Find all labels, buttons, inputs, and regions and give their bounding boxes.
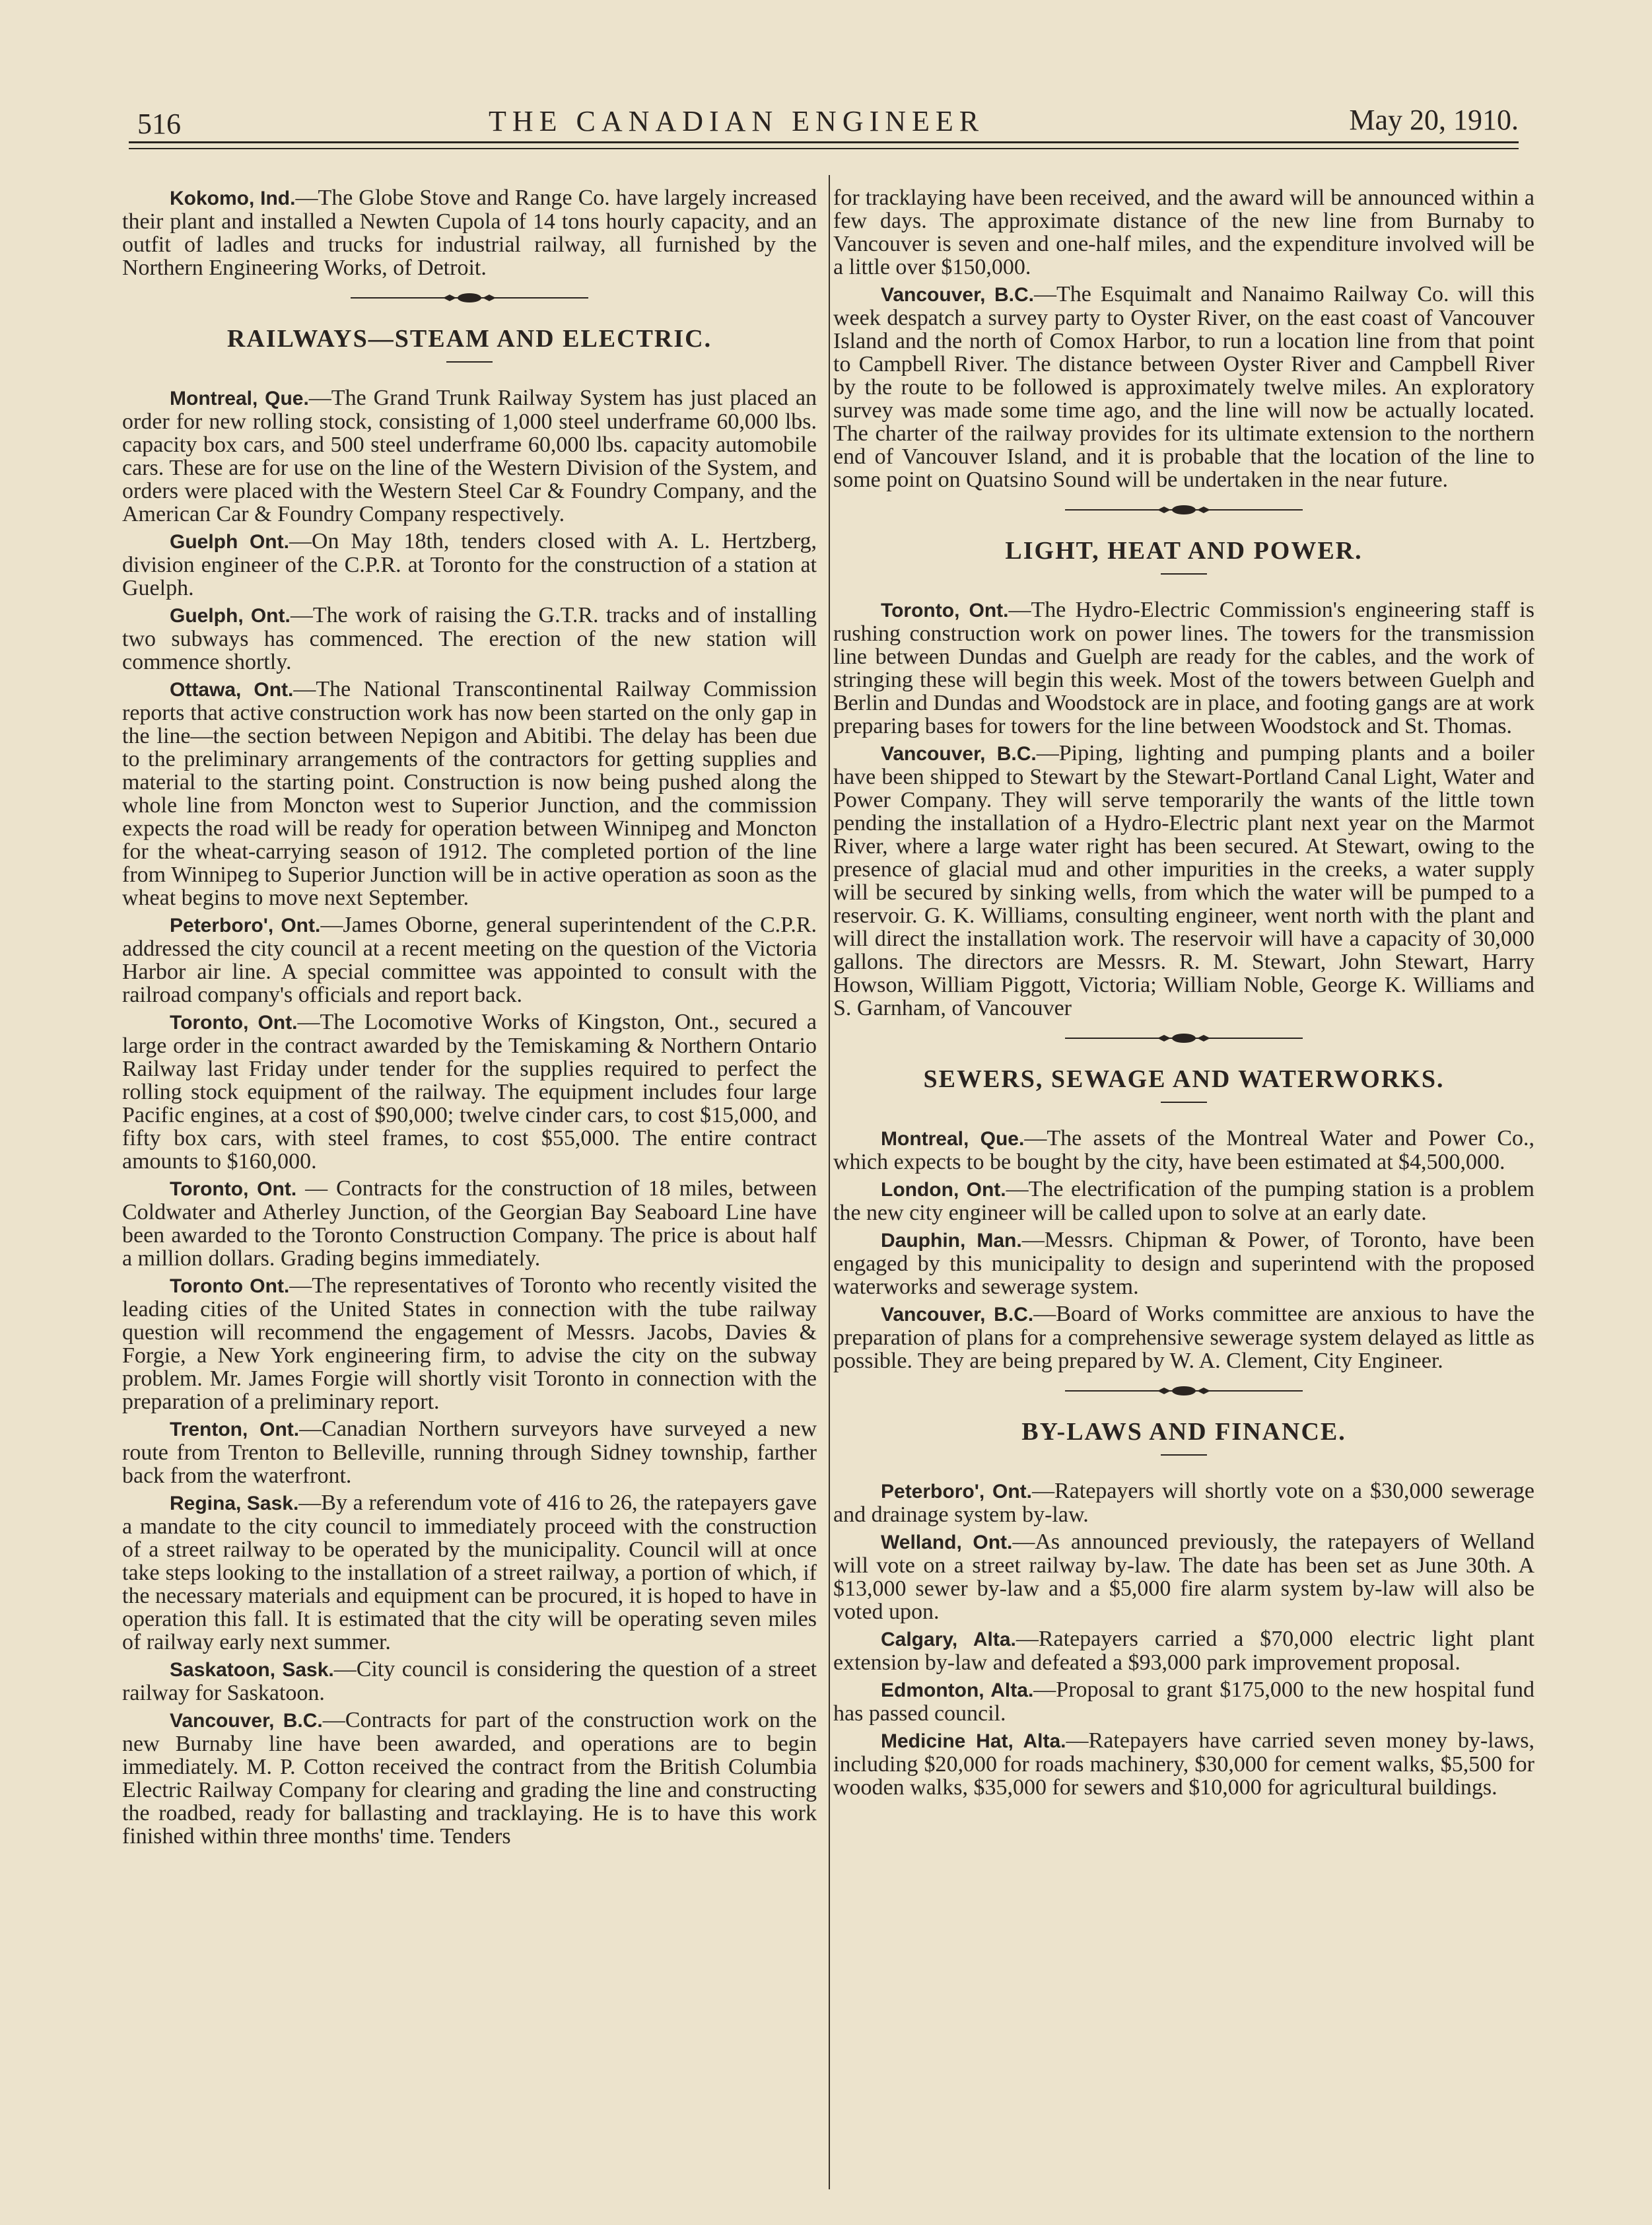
item-place: Medicine Hat, Alta. <box>881 1730 1066 1752</box>
item-text: —By a referendum vote of 416 to 26, the ratepayers gave a mandate to the city council to immediately proceed with the construction of a street railway to be operated by the municipality. Council will at once take steps looking to the installation of a street railway, a portion of which, if the necessary materials and equipment can be procured, it is hoped to have in operation this fall. It is estimated that the city will be operating seven miles of railway early next summer. <box>122 1491 817 1654</box>
item-place: Vancouver, B.C. <box>170 1710 323 1732</box>
news-item <box>833 1479 1534 1526</box>
item-place: Welland, Ont. <box>881 1532 1013 1553</box>
item-text: —The assets of the Montreal Water and Power Co., which expects to be bought by the city, have been estimated at $4,500,000. <box>833 1126 1534 1174</box>
section-heading-light: LIGHT, HEAT AND POWER. <box>1005 537 1363 565</box>
item-text: —Proposal to grant $175,000 to the new hospital fund has passed council. <box>833 1678 1534 1726</box>
item-place: Vancouver, B.C. <box>881 743 1037 765</box>
item-text: —Ratepayers will shortly vote on a $30,000 sewerage and drainage system by-law. <box>833 1479 1535 1527</box>
news-item <box>122 1658 817 1705</box>
item-place: Toronto, Ont. <box>881 600 1009 621</box>
news-item <box>833 1729 1534 1799</box>
item-place: Vancouver, B.C. <box>881 1304 1034 1325</box>
left-column <box>122 186 817 1852</box>
item-text: — Contracts for the construction of 18 miles, between Coldwater and Atherley Junction, of the Georgian Bay Seaboard Line have been awarded to the Toronto Construction Company. The price is about half a million dollars. Grading begins immediately. <box>122 1176 817 1271</box>
news-item <box>833 1530 1534 1623</box>
item-text: —Messrs. Chipman & Power, of Toronto, have been engaged by this municipality to design and superintend with the proposed waterworks and sewerage system. <box>833 1228 1534 1299</box>
item-text: —The electrification of the pumping station is a problem the new city engineer will be called upon to solve at an early date. <box>833 1177 1534 1225</box>
item-place: Guelph Ont. <box>170 531 289 553</box>
ornament-divider-icon <box>351 291 588 304</box>
heading-rule <box>446 361 493 363</box>
news-item <box>833 1302 1534 1372</box>
section-heading-bylaws: BY-LAWS AND FINANCE. <box>1021 1418 1346 1446</box>
ornament-divider-icon <box>1065 503 1303 516</box>
section-heading-railways: RAILWAYS—STEAM AND ELECTRIC. <box>226 325 712 353</box>
item-place: Montreal, Que. <box>881 1128 1025 1150</box>
item-text: —The Esquimalt and Nanaimo Railway Co. will this week despatch a survey party to Oyster River, on the east coast of Vancouver Island and the north of Comox Harbor, to run a location line from that point to Campbell River. The distance between Oyster River and Campbell River by the route to be followed is approximately twelve miles. An exploratory survey was made some time ago, and the line will now be actually located. The charter of the railway provides for its ultimate extension to the northern end of Vancouver Island, and it is probable that the location of the line to some point on Quatsino Sound will be undertaken in the near future. <box>833 282 1534 492</box>
item-text: —As announced previously, the ratepayers of Welland will vote on a street railway by-law. The date has been set as June 30th. A $13,000 sewer by-law and a $5,000 fire alarm system by-law will also be voted upon. <box>833 1530 1534 1624</box>
header-rule-thin <box>129 148 1519 149</box>
heading-rule <box>1161 573 1207 575</box>
item-place: Edmonton, Alta. <box>881 1679 1034 1701</box>
item-text: —Board of Works committee are anxious to have the preparation of plans for a comprehensive sewerage system delayed as little as possible. They are being prepared by W. A. Clement, City Engineer. <box>833 1302 1534 1373</box>
news-item <box>122 1491 817 1654</box>
item-text: —On May 18th, tenders closed with A. L. Hertzberg, division engineer of the C.P.R. at Toronto for the construction of a station at Guelph. <box>122 529 817 600</box>
page-number: 516 <box>137 108 181 140</box>
continued-text: for tracklaying have been received, and the award will be announced within a few days. The approximate distance of the new line from Burnaby to Vancouver is seven and one-half miles, and the expenditure involved will be a little over $150,000. <box>833 186 1534 279</box>
item-text: —The Hydro-Electric Commission's engineering staff is rushing construction work on power lines. The towers for the transmission line between Dundas and Guelph are ready for the cables, and the work of stringing these will begin this week. Most of the towers between Guelph and Berlin and Dundas and Woodstock are in place, and footing gangs are at work preparing bases for towers for the line between Woodstock and St. Thomas. <box>833 598 1534 738</box>
item-text: —City council is considering the question of a street railway for Saskatoon. <box>122 1657 817 1705</box>
news-item <box>122 186 817 279</box>
news-item <box>833 1678 1534 1725</box>
light-items <box>833 598 1534 1020</box>
news-item <box>122 386 817 526</box>
item-place: Vancouver, B.C. <box>881 284 1034 306</box>
news-item <box>833 742 1534 1020</box>
item-place: Kokomo, Ind. <box>170 188 296 209</box>
news-item <box>122 1177 817 1270</box>
item-place: Regina, Sask. <box>170 1493 299 1514</box>
item-place: Peterboro', Ont. <box>170 915 321 936</box>
news-item <box>122 1274 817 1413</box>
sewers-items <box>833 1127 1534 1372</box>
item-place: Toronto Ont. <box>170 1275 290 1297</box>
item-place: Saskatoon, Sask. <box>170 1659 334 1681</box>
news-item <box>122 1417 817 1487</box>
item-text: —James Oborne, general superintendent of the C.P.R. addressed the city council at a recent meeting on the question of the Victoria Harbor air line. A special committee was appointed to consult with the railroad company's officials and report back. <box>122 913 817 1007</box>
item-place: Trenton, Ont. <box>170 1419 300 1440</box>
publication-title: THE CANADIAN ENGINEER <box>489 105 985 137</box>
railways-items <box>122 386 817 1848</box>
issue-date: May 20, 1910. <box>1349 104 1519 136</box>
item-text: —The Grand Trunk Railway System has just placed an order for new rolling stock, consisting of 1,000 steel underframe 60,000 lbs. capacity box cars, and 500 steel underframe 60,000 lbs. capacity automobile cars. These are for use on the line of the Western Division of the System, and orders were placed with the Western Steel Car & Foundry Company, and the American Car & Foundry Company respectively. <box>122 386 817 526</box>
news-item <box>122 1010 817 1173</box>
item-place: Guelph, Ont. <box>170 605 291 627</box>
news-item <box>122 913 817 1007</box>
news-item <box>833 283 1534 491</box>
item-text: —The Globe Stove and Range Co. have largely increased their plant and installed a Newten Cupola of 14 tons hourly capacity, and an outfit of ladles and trucks for industrial railway, all furnished by the Northern Engineering Works, of Detroit. <box>122 186 817 280</box>
news-item <box>122 530 817 600</box>
item-text: —Canadian Northern surveyors have surveyed a new route from Trenton to Belleville, running through Sidney township, farther back from the waterfront. <box>122 1417 817 1488</box>
section-heading-sewers: SEWERS, SEWAGE AND WATERWORKS. <box>923 1065 1445 1093</box>
news-item <box>833 1627 1534 1674</box>
item-text: —The National Transcontinental Railway Commission reports that active construction work has now been started on the only gap in the line—the section between Nepigon and Abitibi. The delay has been due to the preliminary arrangements of the contractors for getting supplies and material to the starting point. Construction is now being pushed along the whole line from Moncton west to Superior Junction, and the commission expects the road will be ready for operation between Winnipeg and Moncton for the wheat-carrying season of 1912. The completed portion of the line from Winnipeg to Superior Junction will be in active operation as soon as the wheat begins to move next September. <box>122 677 817 910</box>
news-item <box>833 1228 1534 1298</box>
right-column <box>833 186 1534 1803</box>
news-item <box>833 1178 1534 1224</box>
item-place: Calgary, Alta. <box>881 1629 1016 1650</box>
item-text: —The representatives of Toronto who recently visited the leading cities of the United States in connection with the tube railway question will recommend the engagement of Messrs. Jacobs, Davies & Forgie, a New York engineering firm, to advise the city on the subway problem. Mr. James Forgie will shortly visit Toronto in connection with the preparation of a preliminary report. <box>122 1273 817 1414</box>
item-text: —Piping, lighting and pumping plants and a boiler have been shipped to Stewart by the Stewart-Portland Canal Light, Water and Power Company. They will serve temporarily the wants of the little town pending the installation of a Hydro-Electric plant next year on the Marmot River, where a large water right has been secured. At Stewart, owing to the presence of glacial mud and other impurities in the creeks, a water supply will be secured by sinking wells, from which the water will be pumped to a reservoir. G. K. Williams, consulting engineer, went north with the plant and will direct the installation work. The reservoir will have a capacity of 30,000 gallons. The directors are Messrs. R. M. Stewart, John Stewart, Harry Howson, William Piggott, Victoria; William Noble, George K. Williams and S. Garnham, of Vancouver <box>833 741 1534 1020</box>
item-place: Toronto, Ont. <box>170 1012 298 1034</box>
item-text: —The work of raising the G.T.R. tracks and of installing two subways has commenced. The erection of the new station will commence shortly. <box>122 603 817 674</box>
item-text: —The Locomotive Works of Kingston, Ont., secured a large order in the contract awarded by the Temiskaming & Northern Ontario Railway last Friday under tender for the supplies required to perfect the rolling stock equipment of the railway. The equipment includes four large Pacific engines, at a cost of $90,000; twelve cinder cars, to cost $15,000, and fifty box cars, with steel frames, to cost $55,000. The entire contract amounts to $160,000. <box>122 1010 817 1174</box>
item-place: Peterboro', Ont. <box>881 1481 1032 1502</box>
heading-rule <box>1161 1454 1207 1456</box>
header-rule-thick <box>129 141 1519 143</box>
news-item <box>833 598 1534 738</box>
item-text: —Contracts for part of the construction work on the new Burnaby line have been awarded, and operations are to begin immediately. M. P. Cotton received the contract from the British Columbia Electric Railway Company for clearing and grading the line and constructing the roadbed, ready for ballasting and tracklaying. He is to have this work finished within three months' time. Tenders <box>122 1708 817 1849</box>
heading-rule <box>1161 1102 1207 1103</box>
item-place: Ottawa, Ont. <box>170 679 294 701</box>
column-divider <box>829 175 830 2189</box>
news-item <box>122 604 817 674</box>
item-text: —Ratepayers carried a $70,000 electric light plant extension by-law and defeated a $93,000 park improvement proposal. <box>833 1627 1534 1675</box>
page-header <box>132 99 1519 145</box>
item-place: Montreal, Que. <box>170 388 309 409</box>
item-place: Toronto, Ont. <box>170 1178 297 1200</box>
bylaws-items <box>833 1479 1534 1799</box>
item-place: Dauphin, Man. <box>881 1230 1022 1252</box>
item-place: London, Ont. <box>881 1179 1006 1201</box>
news-item <box>122 678 817 909</box>
item-text: —Ratepayers have carried seven money by-laws, including $20,000 for roads machinery, $30,000 for cement walks, $5,500 for wooden walks, $35,000 for sewers and $10,000 for agricultural buildings. <box>833 1728 1534 1800</box>
news-item <box>122 1709 817 1848</box>
news-item <box>833 1127 1534 1174</box>
ornament-divider-icon <box>1065 1384 1303 1397</box>
ornament-divider-icon <box>1065 1032 1303 1045</box>
